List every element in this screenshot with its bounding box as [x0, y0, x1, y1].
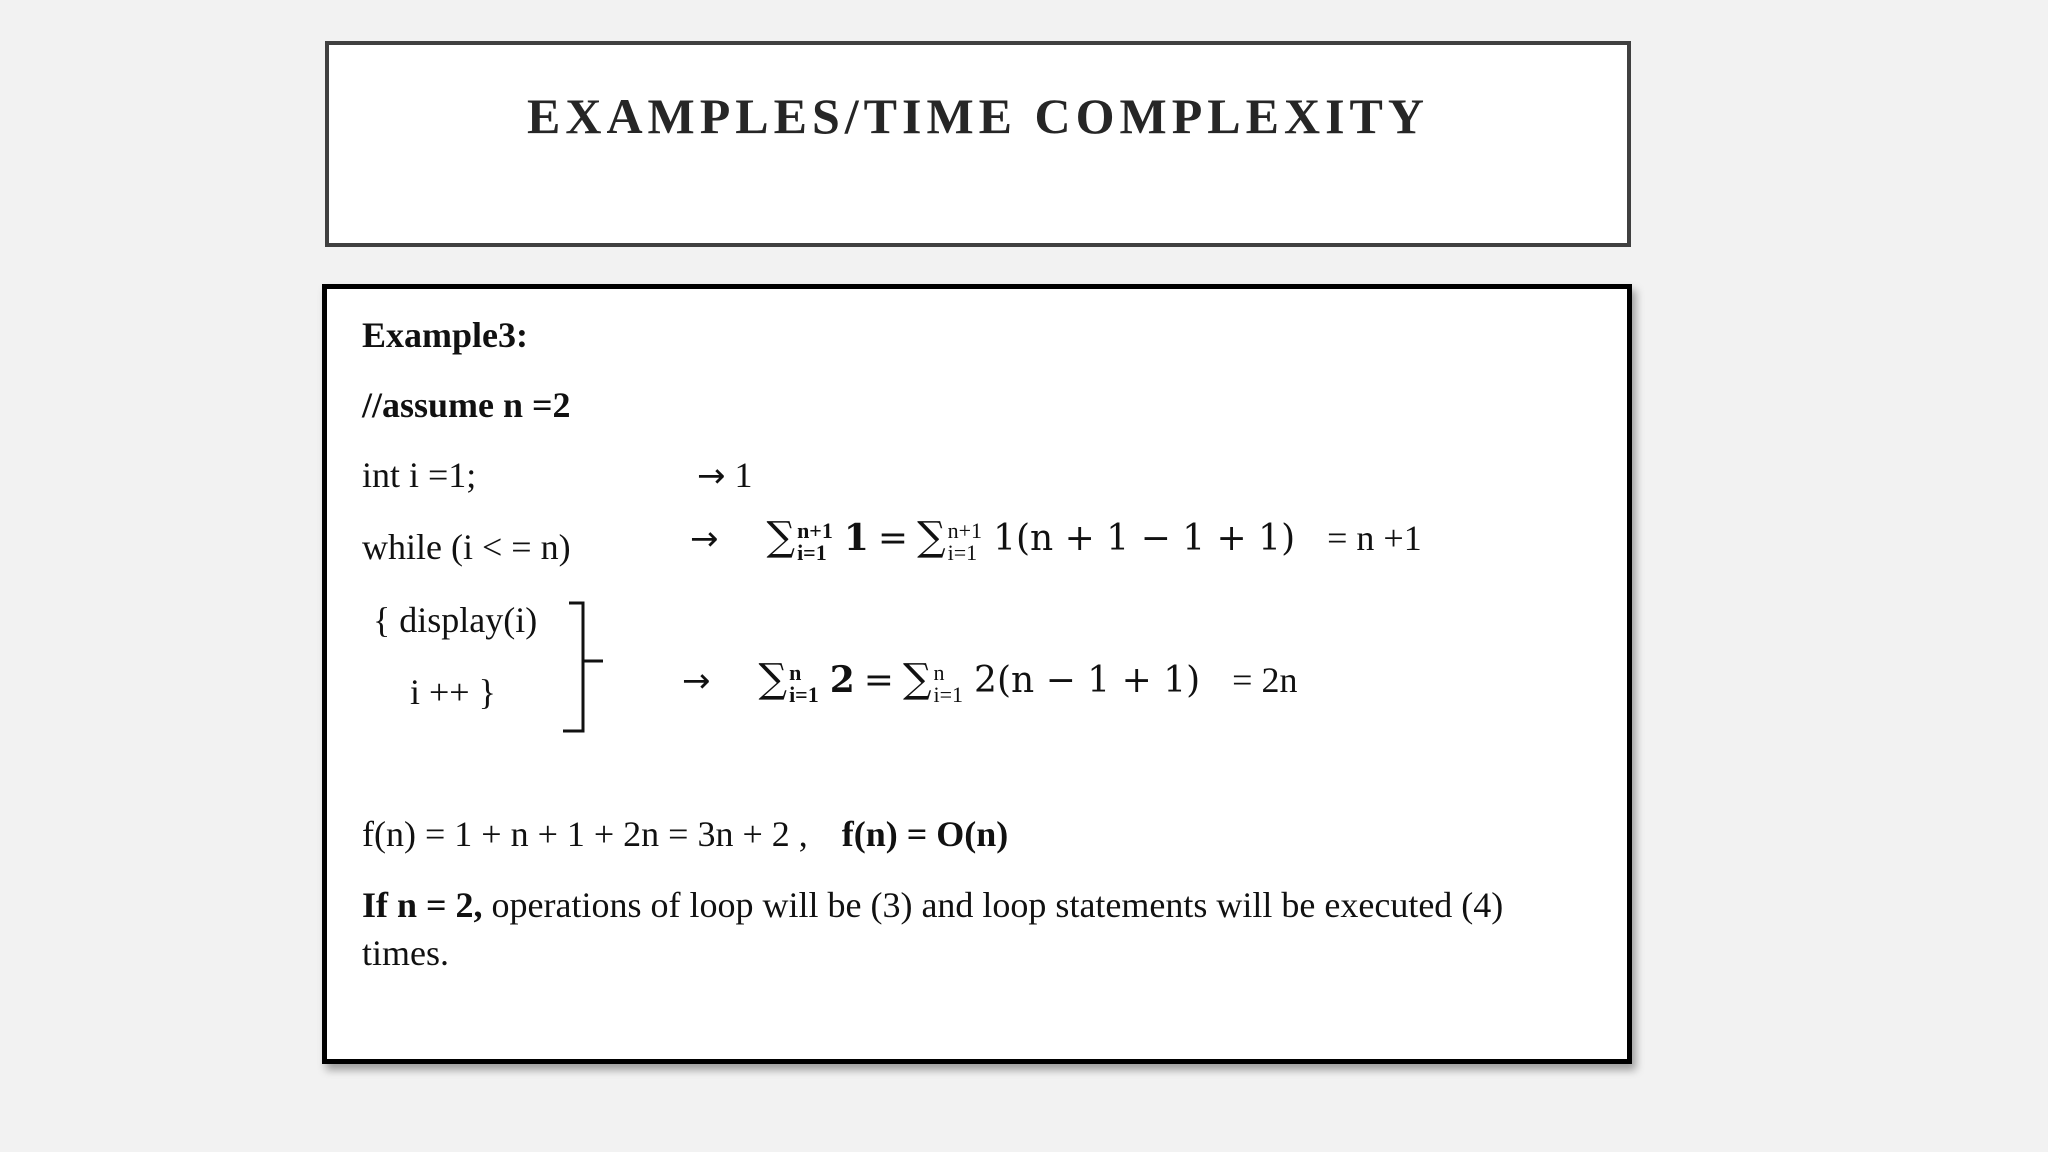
- sum-term: 2: [829, 659, 855, 701]
- sum-lower: i=1: [933, 681, 964, 707]
- assume-comment: //assume n =2: [362, 385, 571, 425]
- right-arrow-icon: →: [690, 519, 719, 559]
- right-arrow-icon: →: [697, 456, 726, 496]
- line2-formula: [690, 514, 1422, 565]
- right-arrow-icon: →: [682, 661, 711, 701]
- sigma-symbol: ∑: [902, 656, 932, 702]
- sigma-symbol: ∑: [917, 514, 946, 560]
- sum-limits: [947, 517, 983, 565]
- sum-term: 2(n − 1 + 1): [974, 660, 1201, 701]
- line2-result: = n +1: [1327, 518, 1422, 558]
- loop-body-line1: { display(i): [373, 600, 538, 640]
- note-line: [362, 887, 1503, 923]
- sum-upper: n: [933, 659, 945, 685]
- note-condition: If n = 2,: [362, 885, 483, 925]
- example-heading: Example3:: [362, 315, 528, 355]
- fn-expression: f(n) = 1 + n + 1 + 2n = 3n + 2 ,: [362, 814, 808, 854]
- equals-sign: =: [877, 518, 909, 559]
- sum-limits: [789, 659, 819, 707]
- right-bracket: [557, 599, 617, 739]
- sum-limits: [933, 659, 964, 707]
- sum-lower: i=1: [789, 681, 819, 707]
- line2-code: while (i < = n): [362, 527, 571, 567]
- sum-term: 1(n + 1 − 1 + 1): [993, 518, 1296, 559]
- slide-title: EXAMPLES/TIME COMPLEXITY: [526, 88, 1429, 144]
- note-text: operations of loop will be (3) and loop statements will be executed (4): [482, 885, 1504, 925]
- title-box: [325, 41, 1631, 247]
- content-box: [322, 284, 1632, 1064]
- line1-cost-group: [697, 455, 753, 496]
- sum-term: 1: [843, 517, 869, 559]
- sigma-symbol: ∑: [758, 656, 788, 702]
- big-o-result: f(n) = O(n): [841, 814, 1009, 854]
- sum-upper: n+1: [797, 517, 833, 543]
- line1-cost: 1: [734, 455, 753, 495]
- loop-body-line2: i ++ }: [410, 672, 496, 712]
- line1-code: int i =1;: [362, 455, 477, 495]
- line3-formula: [682, 656, 1298, 707]
- line3-result: = 2n: [1232, 660, 1298, 700]
- sum-upper: n: [789, 659, 802, 685]
- sum-lower: i=1: [947, 539, 978, 565]
- equals-sign: =: [863, 660, 894, 701]
- fn-line: [362, 816, 1008, 852]
- note-continuation: times.: [362, 933, 449, 973]
- sum-upper: n+1: [947, 517, 983, 543]
- sigma-symbol: ∑: [766, 514, 796, 560]
- sum-limits: [797, 517, 833, 565]
- sum-lower: i=1: [797, 539, 827, 565]
